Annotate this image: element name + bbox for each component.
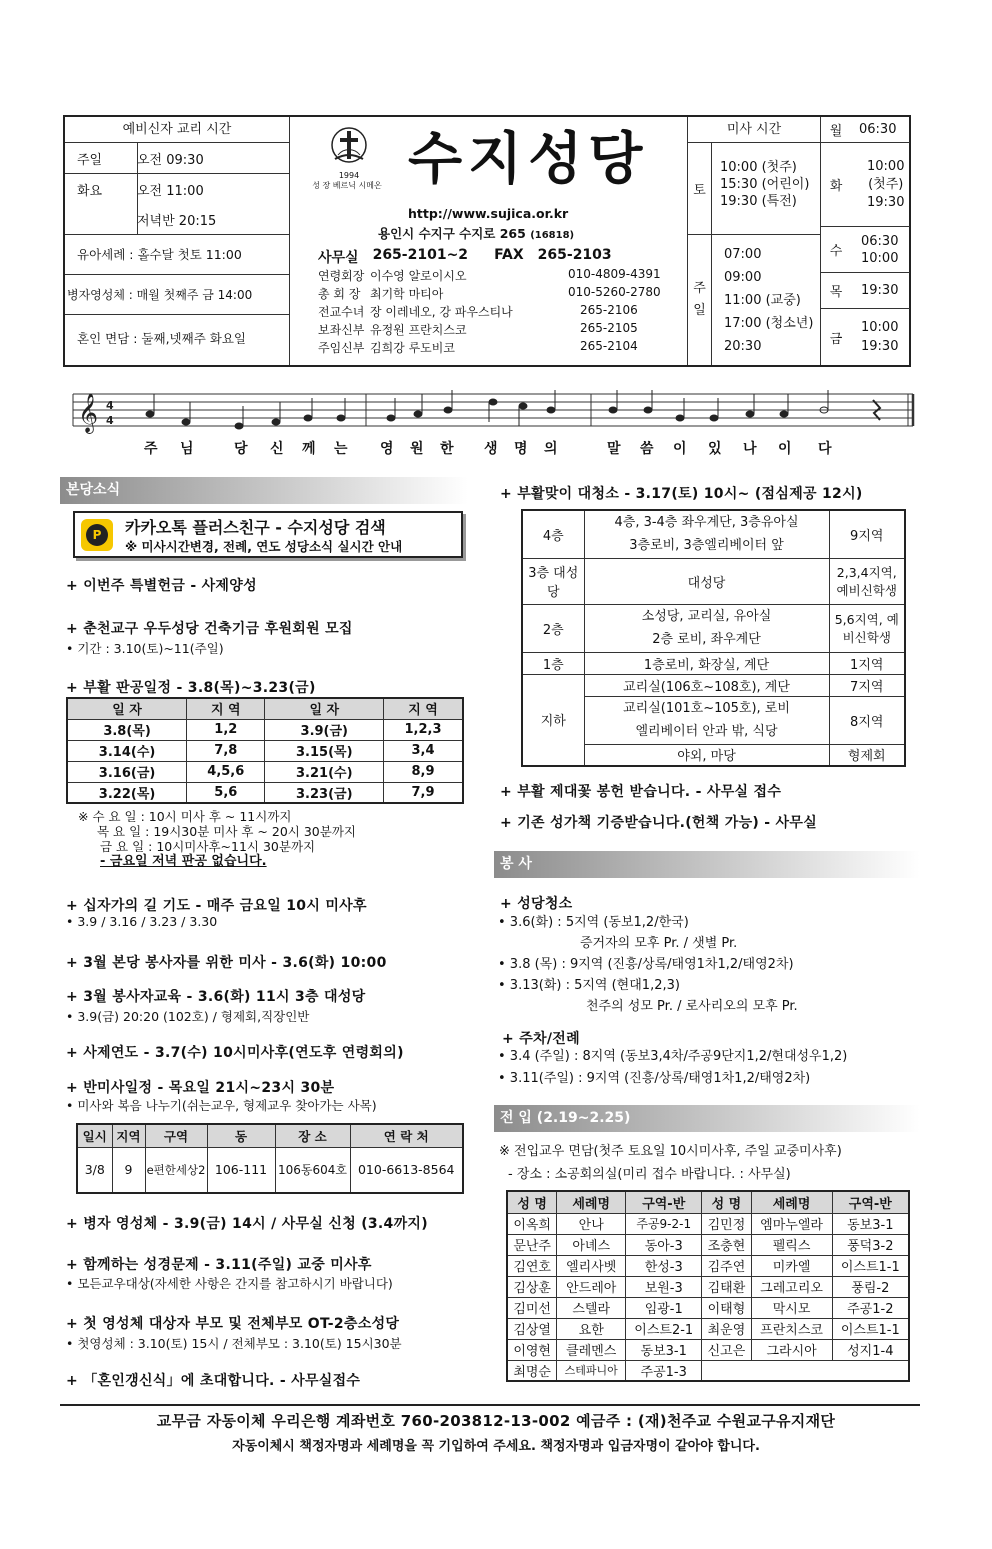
svg-text:4: 4 (106, 414, 114, 427)
confession-notes (78, 809, 356, 869)
weekday-label: 수 (829, 244, 843, 259)
table-row (507, 1360, 909, 1381)
table-cell: 김상열 (507, 1318, 557, 1339)
sun-time: 09:00 (724, 270, 762, 285)
table-cell: 이스트1-1 (832, 1255, 909, 1276)
catechism-time: 오전 11:00 (137, 183, 204, 199)
contact-row (318, 321, 678, 339)
half-mass-sub: • 미사와 복음 나누기(쉬는교우, 형제교우 찾아가는 사목) (66, 1098, 377, 1113)
table-cell: 성지1-4 (832, 1339, 909, 1360)
catechism-day: 주일 (77, 152, 103, 168)
table-row (67, 719, 463, 740)
volunteer-mass: + 3월 본당 봉사자를 위한 미사 - 3.6(화) 10:00 (66, 955, 387, 971)
weekday-time: 10:00 (861, 320, 899, 335)
kakao-line1: 카카오톡 플러스친구 - 수지성당 검색 (125, 518, 386, 537)
table-row (507, 1276, 909, 1297)
infant-baptism: 유아세례 : 홀수달 첫토 11:00 (65, 235, 289, 275)
cleaning-table (521, 509, 906, 767)
weekday-time: (첫주) (868, 176, 904, 192)
table-cell: 신고은 (702, 1339, 751, 1360)
contact-name: 이수영 알로이시오 (370, 269, 467, 283)
lyric-syllable: 씀 (640, 441, 654, 457)
column-header: 지 역 (384, 698, 463, 719)
table-cell: 106-111 (207, 1147, 275, 1193)
place-line: 3층로비, 3층엘리베이터 앞 (629, 538, 784, 554)
svg-text:𝄞: 𝄞 (78, 393, 99, 433)
contact-name: 장 이레네오, 강 파우스티나 (370, 305, 513, 319)
contact-role: 전교수녀 (318, 305, 365, 319)
section-title-transfer: 전 입 (2.19~2.25) (494, 1105, 920, 1132)
area-cell: 8지역 (829, 696, 905, 744)
half-mass-title: + 반미사일정 - 목요일 21시~23시 30분 (66, 1080, 335, 1096)
table-cell: 펠릭스 (751, 1234, 832, 1255)
place-line: 4층, 3-4층 좌우계단, 3층유아실 (614, 515, 799, 531)
contact-role: 총 회 장 (318, 287, 361, 301)
church-logo-icon (329, 125, 369, 169)
contact-name: 김희강 루도비코 (370, 341, 455, 355)
hymn-staff (68, 380, 918, 465)
table-cell: 임광-1 (626, 1297, 702, 1318)
place-line: 교리실(101호~105호), 로비 (623, 701, 790, 716)
weekday-row (821, 227, 910, 273)
contact-phone: 265-2106 (580, 303, 638, 317)
table-cell: 문난주 (507, 1234, 557, 1255)
column-header: 장 소 (275, 1124, 350, 1147)
cleaning-title: + 부활맞이 대청소 - 3.17(토) 10시~ (점심제공 12시) (500, 486, 863, 502)
contact-phone: 265-2105 (580, 321, 638, 335)
table-cell: 풍림-2 (832, 1276, 909, 1297)
parish-website[interactable]: http://www.sujica.or.kr (408, 206, 569, 221)
floor-cell: 2층 (522, 604, 584, 652)
table-row (67, 782, 463, 803)
area-cell: 5,6지역, 예비신학생 (829, 604, 905, 652)
cleaning-line: 증거자의 모후 Pr. / 샛별 Pr. (580, 936, 738, 951)
table-cell: 1,2 (187, 719, 265, 740)
parking-lines (498, 1046, 847, 1090)
table-cell: e편한세상2 (145, 1147, 207, 1193)
section-title-service: 봉 사 (494, 851, 920, 878)
office-phones (318, 247, 612, 267)
table-header-row (67, 698, 463, 719)
table-cell: 프란치스코 (751, 1318, 832, 1339)
cleaning-line: • 3.8 (목) : 9지역 (진흥/상록/태영1차1,2/태영2차) (498, 957, 794, 972)
stations-title: + 십자가의 길 기도 - 매주 금요일 10시 미사후 (66, 898, 367, 914)
lyric-syllable: 이 (673, 441, 687, 457)
places-cell: 1층로비, 화장실, 계단 (584, 652, 829, 674)
column-header: 구역 (145, 1124, 207, 1147)
lyric-syllable: 나 (743, 441, 757, 457)
table-row (522, 652, 905, 674)
special-collection: + 이번주 특별헌금 - 사제양성 (66, 578, 257, 594)
floor-cell: 3층 대성당 (522, 558, 584, 604)
table-cell: 5,6 (187, 782, 265, 803)
hymn-lyrics (68, 438, 918, 462)
chuncheon-title: + 춘천교구 우두성당 건축기금 후원회원 모집 (66, 621, 353, 637)
sun-time: 07:00 (724, 247, 762, 262)
weekday-time: 06:30 (861, 233, 899, 249)
table-cell: 이스트1-1 (832, 1318, 909, 1339)
weekday-time: 19:30 (867, 194, 905, 210)
table-header-row (507, 1191, 909, 1213)
table-cell: 3.22(목) (67, 782, 187, 803)
place-line: 2층 로비, 좌우계단 (652, 632, 761, 647)
weekday-time: 10:00 (867, 158, 905, 174)
bible-quiz-title: + 함께하는 성경문제 - 3.11(주일) 교중 미사후 (66, 1257, 372, 1273)
sat-times (712, 143, 820, 235)
weekday-label: 금 (829, 331, 843, 347)
column-header: 연 락 처 (350, 1124, 463, 1147)
weekday-times (867, 158, 904, 212)
lyric-syllable: 께 (302, 441, 316, 457)
table-cell: 8,9 (384, 761, 463, 782)
weekday-row (821, 309, 910, 365)
transfer-table (506, 1190, 910, 1382)
parking-line: • 3.11(주일) : 9지역 (진흥/상록/태영1차1,2/태영2차) (498, 1071, 811, 1086)
column-header: 일시 (77, 1124, 112, 1147)
lyric-syllable: 말 (607, 441, 621, 457)
lyric-syllable: 명 (514, 441, 528, 457)
table-cell: 엠마누엘라 (751, 1213, 832, 1234)
kakao-box (73, 511, 463, 558)
sun-times (712, 235, 820, 365)
weekday-row (821, 117, 910, 143)
lyric-syllable: 있 (708, 441, 722, 457)
contact-role: 연령회장 (318, 269, 365, 283)
table-cell: 스테파니아 (557, 1360, 626, 1381)
parish-title: 수지성당 (408, 127, 649, 192)
lyric-syllable: 는 (334, 441, 348, 457)
table-cell: 김상훈 (507, 1276, 557, 1297)
parish-address (378, 224, 574, 242)
lyric-syllable: 님 (180, 441, 194, 457)
table-cell: 스텔라 (557, 1297, 626, 1318)
weekday-label: 목 (829, 285, 843, 300)
table-cell: 막시모 (751, 1297, 832, 1318)
half-mass-table (76, 1123, 464, 1194)
logo-year: 1994 (338, 171, 360, 180)
catechism-time: 저녁반 20:15 (137, 213, 217, 229)
column-header: 일 자 (265, 698, 384, 719)
footer-account: 교무금 자동이체 우리은행 계좌번호 760-203812-13-002 예금주 : (재)천주교 수원교구유지재단 (156, 1412, 836, 1430)
table-cell: 3.9(금) (265, 719, 384, 740)
lyric-syllable: 원 (410, 441, 424, 457)
table-row (522, 510, 905, 558)
fax-label: FAX (494, 247, 524, 263)
kakao-icon: P (81, 519, 113, 551)
table-cell: 요한 (557, 1318, 626, 1339)
table-cell: 미카엘 (751, 1255, 832, 1276)
area-cell: 형제회 (829, 744, 905, 766)
contact-row (318, 303, 678, 321)
lyric-syllable: 영 (380, 441, 394, 457)
postal-code: (16818) (530, 230, 575, 241)
table-cell: 4,5,6 (187, 761, 265, 782)
table-cell: 주공1-2 (832, 1297, 909, 1318)
contact-list (318, 267, 678, 357)
weekday-row (821, 273, 910, 309)
table-cell: 동보3-1 (832, 1213, 909, 1234)
contact-row (318, 267, 678, 285)
table-cell: 클레멘스 (557, 1339, 626, 1360)
sat-time: 15:30 (어린이) (720, 177, 810, 192)
cleaning-line: • 3.13(화) : 5지역 (현대1,2,3) (498, 978, 680, 993)
contact-phone: 265-2104 (580, 339, 638, 353)
sat-label: 토 (688, 143, 712, 235)
weekday-time: 06:30 (859, 122, 897, 137)
section-title-parish-news: 본당소식 (60, 477, 468, 504)
table-cell: 3.15(목) (265, 740, 384, 761)
weekday-label: 화 (829, 179, 843, 194)
table-cell (751, 1360, 832, 1381)
table-cell: 7,9 (384, 782, 463, 803)
table-cell: 3/8 (77, 1147, 112, 1193)
weekday-time: 10:00 (861, 250, 899, 266)
contact-phone: 010-5260-2780 (568, 285, 661, 299)
table-cell: 동아-3 (626, 1234, 702, 1255)
table-cell: 그레고리오 (751, 1276, 832, 1297)
svg-text:4: 4 (106, 399, 114, 412)
table-cell: 3.16(금) (67, 761, 187, 782)
table-row (507, 1234, 909, 1255)
column-header: 구역-반 (626, 1191, 702, 1213)
contact-phone: 010-4809-4391 (568, 267, 661, 281)
volunteer-edu-title: + 3월 봉사자교육 - 3.6(화) 11시 3층 대성당 (66, 989, 366, 1005)
first-communion-title: + 첫 영성체 대상자 부모 및 전체부모 OT-2층소성당 (66, 1316, 400, 1332)
table-cell: 풍덕3-2 (832, 1234, 909, 1255)
table-cell (702, 1360, 751, 1381)
column-header: 세례명 (557, 1191, 626, 1213)
transfer-note2: - 장소 : 소공회의실(미리 접수 바랍니다. : 사무실) (508, 1167, 791, 1182)
bulletin-header (63, 115, 911, 367)
mass-title: 미사 시간 (688, 117, 820, 143)
table-row (67, 740, 463, 761)
table-row (77, 1147, 463, 1193)
table-row (507, 1297, 909, 1318)
chuncheon-period: • 기간 : 3.10(토)~11(주일) (66, 641, 224, 656)
lyric-syllable: 한 (440, 441, 454, 457)
lyric-syllable: 신 (270, 441, 284, 457)
table-cell: 이옥희 (507, 1213, 557, 1234)
confession-title: + 부활 판공일정 - 3.8(목)~3.23(금) (66, 680, 316, 696)
table-cell: 이영현 (507, 1339, 557, 1360)
table-cell: 9 (112, 1147, 145, 1193)
table-cell: 최운영 (702, 1318, 751, 1339)
table-cell: 106동604호 (275, 1147, 350, 1193)
weekday-row (821, 143, 910, 227)
column-header: 동 (207, 1124, 275, 1147)
place-line: 엘리베이터 안과 밖, 식당 (635, 724, 778, 739)
places-cell (584, 696, 829, 744)
sat-time: 10:00 (첫주) (720, 160, 797, 175)
cleaning-line: • 3.6(화) : 5지역 (동보1,2/한국) (498, 915, 689, 930)
kakao-line2: ※ 미사시간변경, 전례, 연도 성당소식 실시간 안내 (125, 539, 403, 554)
confession-note: 목 요 일 : 19시30분 미사 후 ~ 20시 30분까지 (97, 824, 356, 839)
contact-row (318, 339, 678, 357)
parish-info (290, 117, 687, 365)
places-cell: 대성당 (584, 558, 829, 604)
table-cell: 주공9-2-1 (626, 1213, 702, 1234)
table-cell: 김태환 (702, 1276, 751, 1297)
table-cell: 3.23(금) (265, 782, 384, 803)
table-cell: 이태형 (702, 1297, 751, 1318)
column-header: 성 명 (507, 1191, 557, 1213)
column-header: 일 자 (67, 698, 187, 719)
lyric-syllable: 의 (544, 441, 558, 457)
table-header-row (77, 1124, 463, 1147)
office-phone: 265-2101~2 (372, 247, 469, 263)
table-cell: 한성-3 (626, 1255, 702, 1276)
table-cell: 동보3-1 (626, 1339, 702, 1360)
marriage-interview: 혼인 면담 : 둘째,넷째주 화요일 (77, 331, 246, 346)
table-cell: 김민정 (702, 1213, 751, 1234)
logo-patron: 성 장 베르닉 시메온 (312, 181, 382, 190)
table-cell: 010-6613-8564 (350, 1147, 463, 1193)
table-row (522, 604, 905, 652)
column-header: 세례명 (751, 1191, 832, 1213)
table-cell: 3.21(수) (265, 761, 384, 782)
confession-note: 금 요 일 : 10시미사후~11시 30분까지 (100, 839, 316, 854)
sick-communion: + 병자 영성체 - 3.9(금) 14시 / 사무실 신청 (3.4까지) (66, 1216, 428, 1232)
table-cell: 엘리사벳 (557, 1255, 626, 1276)
table-cell: 김연호 (507, 1255, 557, 1276)
contact-row (318, 285, 678, 303)
lyric-syllable: 당 (234, 441, 248, 457)
table-row (522, 674, 905, 696)
lyric-syllable: 주 (144, 441, 158, 457)
contact-role: 주임신부 (318, 341, 365, 355)
office-label: 사무실 (318, 250, 359, 266)
table-cell: 주공1-3 (626, 1360, 702, 1381)
stations-dates: • 3.9 / 3.16 / 3.23 / 3.30 (66, 914, 218, 929)
sick-communion-schedule: 병자영성체 : 매월 첫째주 금 14:00 (65, 275, 289, 315)
weekday-times (861, 318, 898, 356)
place-line: 소성당, 교리실, 유아실 (641, 609, 772, 624)
confession-note: ※ 수 요 일 : 10시 미사 후 ~ 11시까지 (78, 809, 292, 824)
altar-flowers: + 부활 제대꽃 봉헌 받습니다. - 사무실 접수 (500, 784, 782, 800)
parish-logo (304, 125, 394, 191)
sun-time: 11:00 (교중) (724, 293, 801, 308)
sat-time: 19:30 (특전) (720, 194, 797, 209)
table-row (522, 558, 905, 604)
area-cell: 7지역 (829, 674, 905, 696)
places-cell (584, 510, 829, 558)
bible-quiz-sub: • 모든교우대상(자세한 사항은 간지를 참고하시기 바랍니다) (66, 1276, 393, 1291)
column-header: 지 역 (187, 698, 265, 719)
table-cell: 1,2,3 (384, 719, 463, 740)
area-cell: 9지역 (829, 510, 905, 558)
weekday-time: 19:30 (861, 339, 899, 354)
table-cell: 조충현 (702, 1234, 751, 1255)
sun-label: 주 일 (688, 235, 712, 365)
address-text: 용인시 수지구 수지로 265 (378, 226, 526, 241)
church-cleaning-title: + 성당청소 (500, 896, 573, 912)
wedding-renewal: + 「혼인갱신식」에 초대합니다. - 사무실접수 (66, 1373, 361, 1389)
table-row (507, 1339, 909, 1360)
table-cell: 보원-3 (626, 1276, 702, 1297)
confession-note: - 금요일 저녁 판공 없습니다. (100, 854, 267, 869)
table-row (507, 1255, 909, 1276)
table-row (67, 761, 463, 782)
contact-role: 보좌신부 (318, 323, 365, 337)
fax-number: 265-2103 (537, 247, 612, 263)
parking-line: • 3.4 (주일) : 8지역 (동보3,4차/주공9단지1,2/현대성우1,2) (498, 1049, 848, 1064)
music-staff-icon (68, 380, 918, 440)
weekday-times (861, 233, 898, 267)
area-cell: 2,3,4지역, 예비신학생 (829, 558, 905, 604)
places-cell: 야외, 마당 (584, 744, 829, 766)
catechism-title: 예비신자 교리 시간 (65, 117, 289, 143)
weekday-label: 월 (829, 124, 843, 139)
priest-memorial: + 사제연도 - 3.7(수) 10시미사후(연도후 연령회의) (66, 1045, 404, 1061)
column-header: 지역 (112, 1124, 145, 1147)
floor-cell: 4층 (522, 510, 584, 558)
table-cell: 안나 (557, 1213, 626, 1234)
first-communion-sub: • 첫영성체 : 3.10(토) 15시 / 전체부모 : 3.10(토) 15시30분 (66, 1336, 402, 1351)
table-cell: 아녜스 (557, 1234, 626, 1255)
contact-name: 유정원 프란치스코 (370, 323, 467, 337)
table-row (507, 1213, 909, 1234)
footer-rule (60, 1404, 920, 1406)
table-cell (832, 1360, 909, 1381)
table-cell: 최명순 (507, 1360, 557, 1381)
table-cell: 3.14(수) (67, 740, 187, 761)
table-cell: 김주연 (702, 1255, 751, 1276)
volunteer-edu-sub: • 3.9(금) 20:20 (102호) / 형제회,직장인반 (66, 1009, 310, 1024)
table-cell: 3.8(목) (67, 719, 187, 740)
hymnbook-donation: + 기존 성가책 기증받습니다.(헌책 가능) - 사무실 (500, 815, 818, 831)
catechism-time: 오전 09:30 (137, 152, 204, 168)
column-header: 구역-반 (832, 1191, 909, 1213)
contact-name: 최기학 마티아 (370, 287, 444, 301)
table-cell: 7,8 (187, 740, 265, 761)
confession-table (66, 697, 464, 804)
transfer-note1: ※ 전입교우 면담(첫주 토요일 10시미사후, 주일 교중미사후) (499, 1144, 842, 1159)
lyric-syllable: 이 (778, 441, 792, 457)
floor-cell: 1층 (522, 652, 584, 674)
table-row (507, 1318, 909, 1339)
lyric-syllable: 다 (818, 441, 832, 457)
catechism-divider (65, 143, 138, 235)
cleaning-line: 천주의 성모 Pr. / 로사리오의 모후 Pr. (586, 999, 798, 1014)
table-cell: 3,4 (384, 740, 463, 761)
mass-schedule (687, 117, 909, 365)
weekday-mass (820, 117, 910, 365)
places-cell (584, 604, 829, 652)
places-cell: 교리실(106호~108호), 계단 (584, 674, 829, 696)
sun-time: 20:30 (724, 339, 762, 354)
parking-title: + 주차/전례 (502, 1031, 580, 1047)
floor-cell: 지하 (522, 674, 584, 766)
footer-note: 자동이체시 책정자명과 세례명을 꼭 기입하여 주세요. 책정자명과 입금자명이 같아야 합니다. (232, 1439, 760, 1454)
catechism-day: 화요 (77, 183, 103, 199)
table-cell: 김미선 (507, 1297, 557, 1318)
column-header: 성 명 (702, 1191, 751, 1213)
weekday-time: 19:30 (861, 283, 899, 298)
sun-time: 17:00 (청소년) (724, 316, 814, 331)
lyric-syllable: 생 (484, 441, 498, 457)
area-cell: 1지역 (829, 652, 905, 674)
table-cell: 안드레아 (557, 1276, 626, 1297)
table-cell: 이스트2-1 (626, 1318, 702, 1339)
church-cleaning-lines (498, 912, 798, 1017)
table-cell: 그라시아 (751, 1339, 832, 1360)
